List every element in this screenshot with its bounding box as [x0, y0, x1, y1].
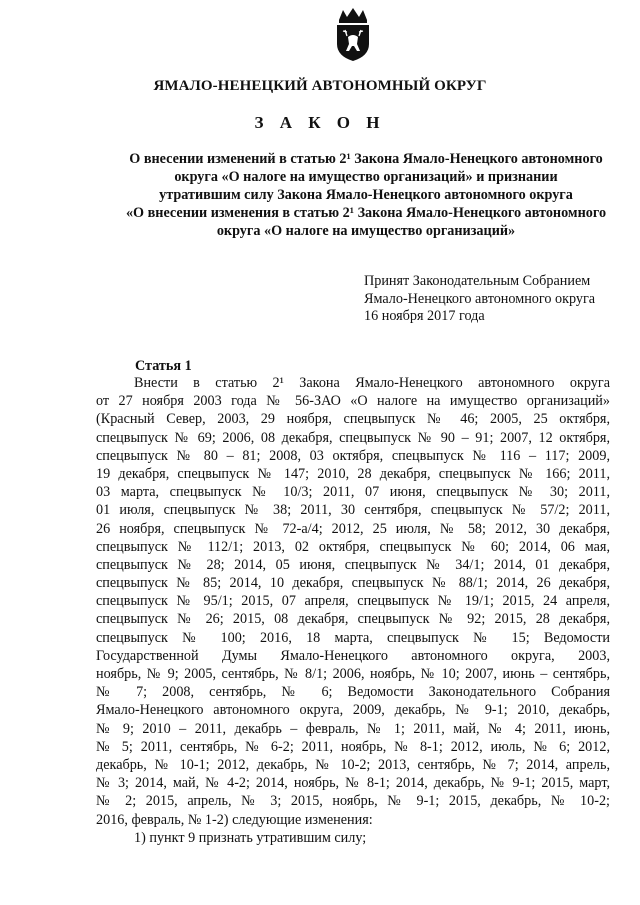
- coat-of-arms-icon: [333, 6, 373, 62]
- article-text-line: спецвыпуск № 28; 2014, 05 июня, спецвыпуск № 34/1; 2014, 01 декабря,: [96, 556, 610, 573]
- article-text-line: № 2; 2015, апрель, № 3; 2015, ноябрь, № 9-1; 2015, декабрь, № 10-2;: [96, 793, 610, 810]
- article-text-line: № 5; 2011, сентябрь, № 6-2; 2011, ноябрь, № 8-1; 2012, июль, № 6; 2012,: [96, 738, 610, 755]
- document-type: З А К О Н: [254, 113, 386, 132]
- article-body: [96, 374, 610, 847]
- article-text-line: 03 марта, спецвыпуск № 10/3; 2011, 07 июня, спецвыпуск № 30; 2011,: [96, 484, 610, 501]
- article-text-line: спецвыпуск № 85; 2014, 10 декабря, спецвыпуск № 88/1; 2014, 26 декабря,: [96, 575, 610, 592]
- title-line: утратившим силу Закона Ямало-Ненецкого автономного округа: [159, 187, 573, 203]
- article-text-line: от 27 ноября 2003 года № 56-ЗАО «О налоге на имущество организаций»: [96, 393, 610, 410]
- article-text-line: спецвыпуск № 95/1; 2015, 07 апреля, спецвыпуск № 19/1; 2015, 24 апреля,: [96, 593, 610, 610]
- adoption-note: [364, 273, 595, 326]
- law-title: [96, 150, 636, 240]
- adoption-line: Принят Законодательным Собранием: [364, 273, 591, 289]
- article-text-line: ноябрь, № 9; 2005, сентябрь, № 8/1; 2006, ноябрь, № 10; 2007, июнь – сентябрь,: [96, 666, 610, 682]
- article-text-line: Государственной Думы Ямало-Ненецкого автономного округа, 2003,: [96, 647, 610, 664]
- title-line: О внесении изменений в статью 2¹ Закона Ямало-Ненецкого автономного: [129, 151, 603, 167]
- title-line: округа «О налоге на имущество организаций»: [216, 223, 516, 239]
- article-text-line: № 7; 2008, сентябрь, № 6; Ведомости Законодательного Собрания: [96, 684, 610, 701]
- article-text-line: № 9; 2010 – 2011, декабрь – февраль, № 1; 2011, май, № 4; 2011, июнь,: [96, 720, 610, 737]
- article-heading: Статья 1: [135, 358, 192, 374]
- region-name: ЯМАЛО-НЕНЕЦКИЙ АВТОНОМНЫЙ ОКРУГ: [153, 78, 487, 94]
- article-text-line: 2016, февраль, № 1-2) следующие изменения:: [96, 811, 373, 828]
- title-line: округа «О налоге на имущество организаций» и признании: [174, 169, 558, 185]
- article-text-line: № 3; 2014, май, № 4-2; 2014, ноябрь, № 8-1; 2014, декабрь, № 9-1; 2015, март,: [96, 775, 610, 792]
- article-text-line: спецвыпуск № 26; 2015, 08 декабря, спецвыпуск № 92; 2015, 28 декабря,: [96, 611, 610, 628]
- article-text-line: (Красный Север, 2003, 29 ноября, спецвыпуск № 46; 2005, 25 октября,: [96, 411, 610, 428]
- article-text-line: декабрь, № 10-1; 2012, декабрь, № 10-2; 2013, сентябрь, № 7; 2014, апрель,: [96, 756, 610, 773]
- article-text-line: Ямало-Ненецкого автономного округа, 2009, декабрь, № 9-1; 2010, декабрь,: [96, 702, 610, 719]
- article-text-line: Внести в статью 2¹ Закона Ямало-Ненецкого автономного округа: [134, 375, 610, 391]
- article-text-line: 19 декабря, спецвыпуск № 147; 2010, 28 декабря, спецвыпуск № 166; 2011,: [96, 465, 610, 482]
- article-text-line: спецвыпуск № 69; 2006, 08 декабря, спецвыпуск № 90 – 91; 2007, 12 октября,: [96, 429, 610, 446]
- adoption-line: Ямало-Ненецкого автономного округа: [364, 290, 596, 307]
- title-line: «О внесении изменения в статью 2¹ Закона Ямало-Ненецкого автономного: [125, 205, 607, 221]
- article-text-line: спецвыпуск № 112/1; 2013, 02 октября, спецвыпуск № 60; 2014, 06 мая,: [96, 538, 610, 555]
- article-text-line: 01 июля, спецвыпуск № 38; 2011, 30 сентября, спецвыпуск № 57/2; 2011,: [96, 502, 610, 519]
- article-text-line: спецвыпуск № 100; 2016, 18 марта, спецвыпуск № 15; Ведомости: [96, 629, 610, 646]
- article-text-line: 1) пункт 9 признать утратившим силу;: [134, 829, 367, 846]
- article-text-line: спецвыпуск № 80 – 81; 2008, 03 октября, спецвыпуск № 116 – 117; 2009,: [96, 447, 610, 464]
- article-text-line: 26 ноября, спецвыпуск № 72-а/4; 2012, 25 июля, № 58; 2012, 30 декабря,: [96, 520, 610, 537]
- adoption-line: 16 ноября 2017 года: [364, 308, 485, 324]
